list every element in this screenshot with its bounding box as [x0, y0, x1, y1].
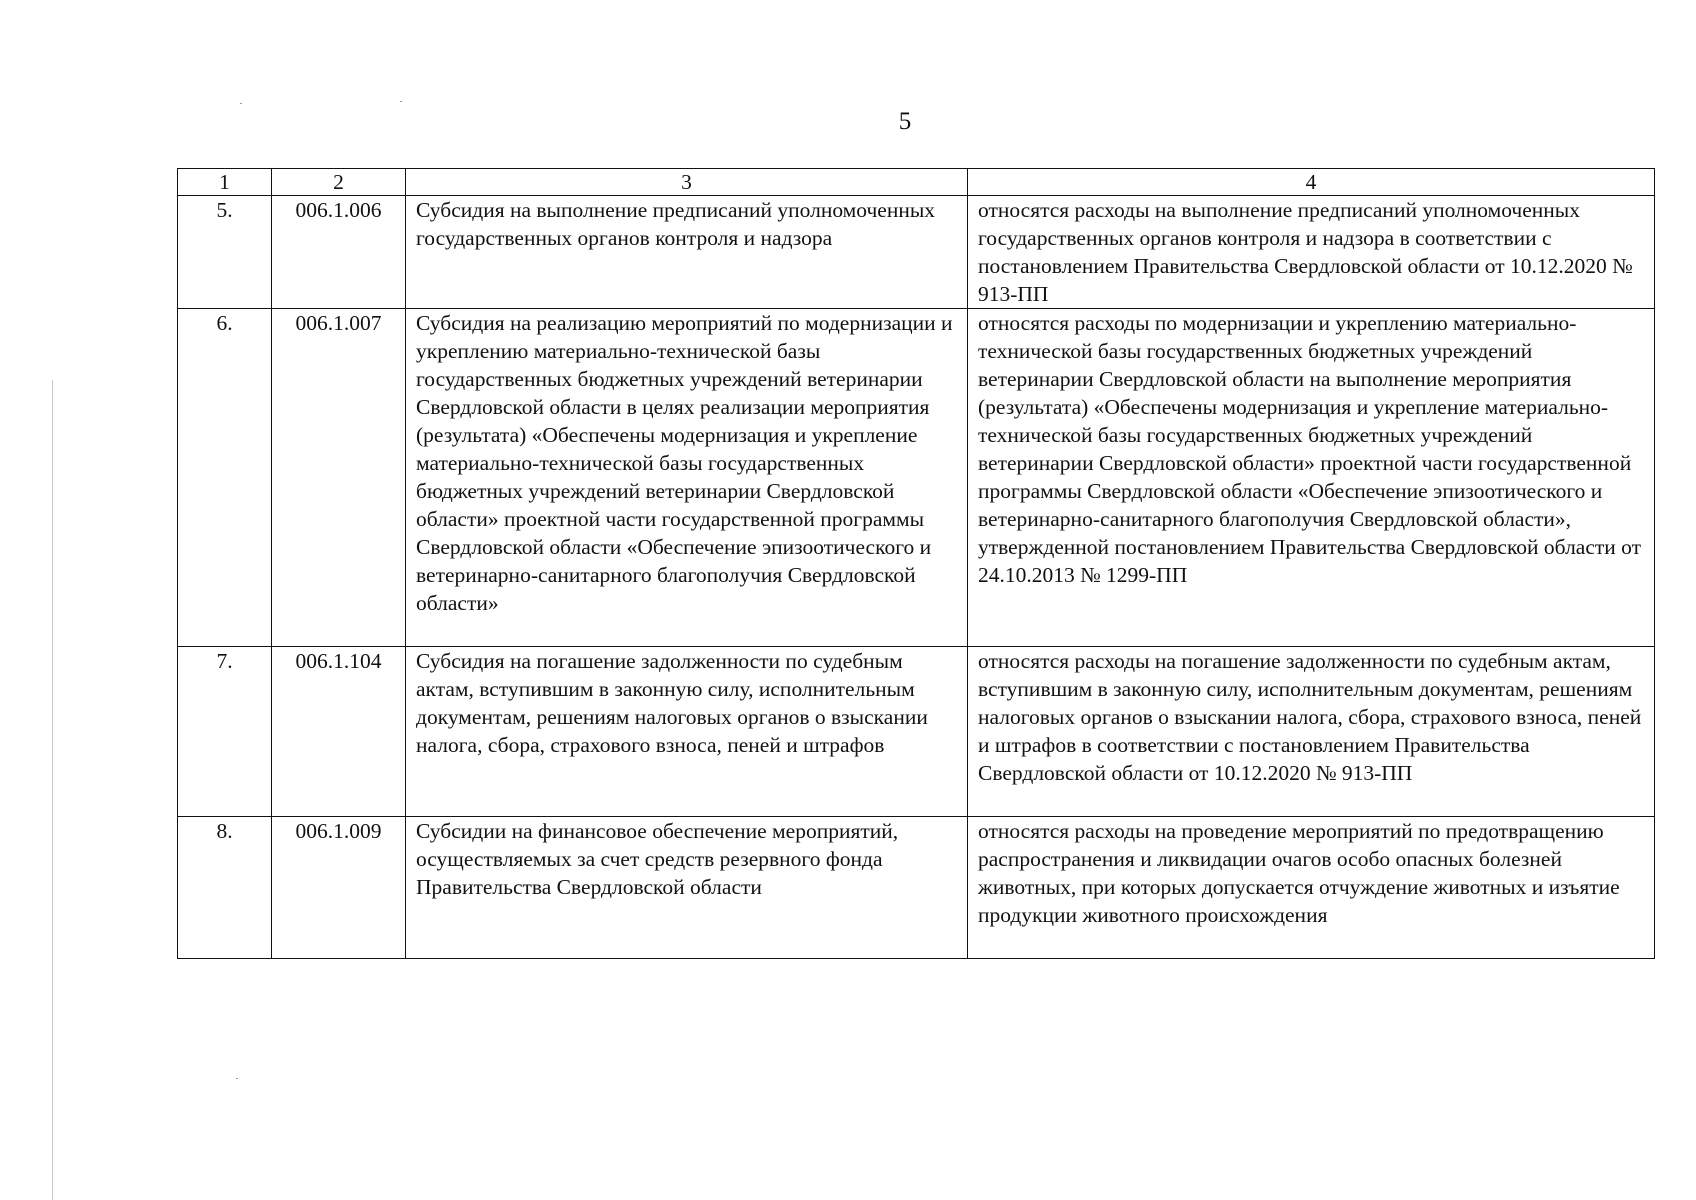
expense-code: 006.1.009 [272, 817, 406, 959]
row-number: 5. [178, 196, 272, 309]
table-row [178, 196, 1655, 309]
classification-table [177, 168, 1655, 959]
scan-speck [236, 1078, 238, 1079]
expense-name: Субсидия на выполнение предписаний уполномоченных государственных органов контроля и надзора [406, 196, 968, 309]
expense-description: относятся расходы на выполнение предписаний уполномоченных государственных органов контроля и надзора в соответствии с постановлением Правительства Свердловской области от 10.12.2020 № 913-ПП [968, 196, 1655, 309]
expense-description: относятся расходы на погашение задолженности по судебным актам, вступившим в законную силу, исполнительным документам, решениям налоговых органов о взыскании налога, сбора, страхового взноса, пеней и штрафов в соответствии с постановлением Правительства Свердловской области от 10.12.2020 № 913-ПП [968, 647, 1655, 817]
column-header: 3 [406, 169, 968, 196]
scan-speck [240, 103, 242, 104]
table-row [178, 817, 1655, 959]
expense-code: 006.1.104 [272, 647, 406, 817]
table-row [178, 647, 1655, 817]
expense-description: относятся расходы на проведение мероприятий по предотвращению распространения и ликвидации очагов особо опасных болезней животных, при которых допускается отчуждение животных и изъятие продукции животного происхождения [968, 817, 1655, 959]
row-number: 7. [178, 647, 272, 817]
column-header: 2 [272, 169, 406, 196]
page-number: 5 [898, 108, 912, 135]
expense-name: Субсидия на погашение задолженности по судебным актам, вступившим в законную силу, исполнительным документам, решениям налоговых органов о взыскании налога, сбора, страхового взноса, пеней и штрафов [406, 647, 968, 817]
column-header: 4 [968, 169, 1655, 196]
column-header: 1 [178, 169, 272, 196]
scan-margin-line [52, 380, 53, 1200]
header-row [178, 169, 1655, 196]
scan-speck [400, 101, 402, 102]
row-number: 8. [178, 817, 272, 959]
row-number: 6. [178, 309, 272, 647]
expense-name: Субсидии на финансовое обеспечение мероприятий, осуществляемых за счет средств резервного фонда Правительства Свердловской области [406, 817, 968, 959]
expense-description: относятся расходы по модернизации и укреплению материально-технической базы государственных бюджетных учреждений ветеринарии Свердловской области на выполнение мероприятия (результата) «Обеспечены модернизация и укрепление материально-технической базы государственных бюджетных учреждений ветеринарии Свердловской области» проектной части государственной программы Свердловской области «Обеспечение эпизоотического и ветеринарно-санитарного благополучия Свердловской области», утвержденной постановлением Правительства Свердловской области от 24.10.2013 № 1299-ПП [968, 309, 1655, 647]
table-row [178, 309, 1655, 647]
expense-name: Субсидия на реализацию мероприятий по модернизации и укреплению материально-технической базы государственных бюджетных учреждений ветеринарии Свердловской области в целях реализации мероприятия (результата) «Обеспечены модернизация и укрепление материально-технической базы государственных бюджетных учреждений ветеринарии Свердловской области» проектной части государственной программы Свердловской области «Обеспечение эпизоотического и ветеринарно-санитарного благополучия Свердловской области» [406, 309, 968, 647]
expense-code: 006.1.006 [272, 196, 406, 309]
expense-code: 006.1.007 [272, 309, 406, 647]
